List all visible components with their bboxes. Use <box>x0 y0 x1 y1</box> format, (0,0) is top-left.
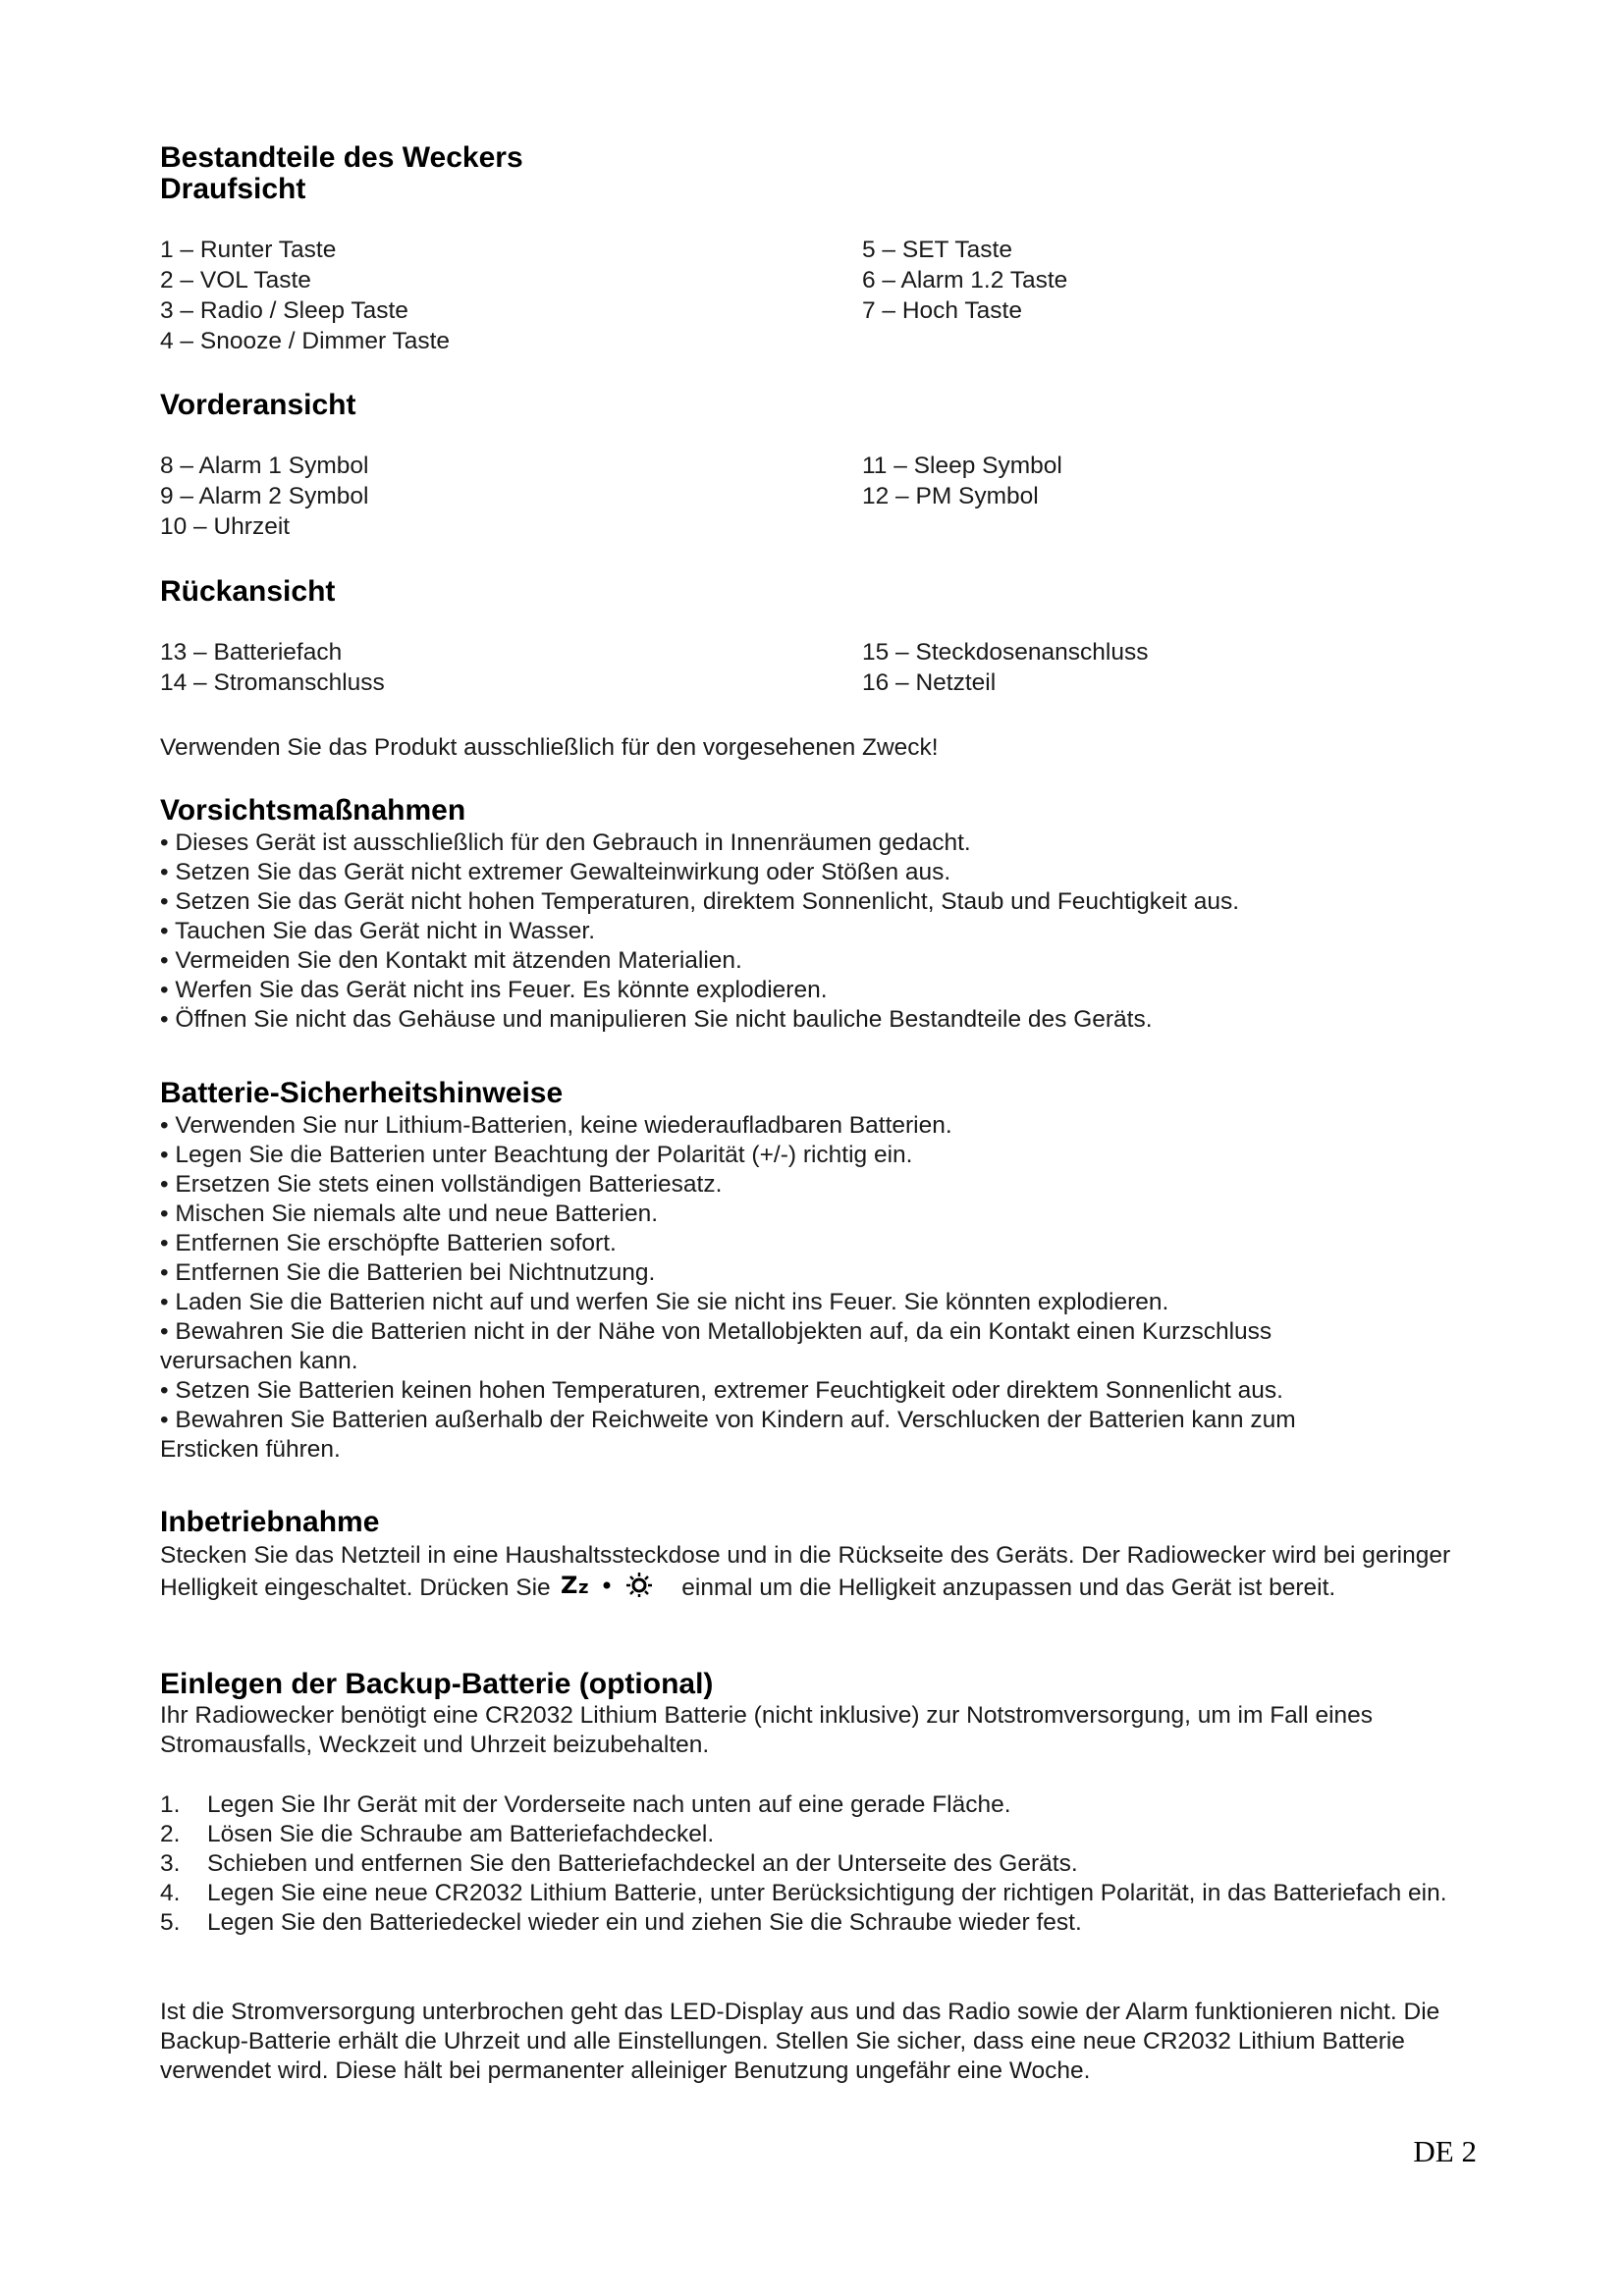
list-item: • Verwenden Sie nur Lithium-Batterien, keine wiederaufladbaren Batterien. <box>160 1112 952 1139</box>
list-item: 11 – Sleep Symbol <box>862 453 1062 479</box>
list-item: 3 – Radio / Sleep Taste <box>160 297 408 324</box>
svg-text:z: z <box>578 1577 589 1597</box>
backup-battery-intro: Ihr Radiowecker benötigt eine CR2032 Lithium Batterie (nicht inklusive) zur Notstromversorgung, um im Fall eines Stromausfalls, Weckzeit und Uhrzeit beizubehalten. <box>160 1702 1374 1758</box>
list-item: 4 – Snooze / Dimmer Taste <box>160 328 451 354</box>
list-item: 13 – Batteriefach <box>160 639 343 666</box>
heading-startup: Inbetriebnahme <box>160 1506 380 1538</box>
list-item: • Tauchen Sie das Gerät nicht in Wasser. <box>160 918 595 944</box>
battery-safety-list <box>160 1111 1378 1465</box>
list-item: • Setzen Sie Batterien keinen hohen Temperaturen, extremer Feuchtigkeit oder direktem Sonnenlicht aus. <box>160 1377 1283 1404</box>
list-item: 16 – Netzteil <box>862 669 997 696</box>
svg-text:Z: Z <box>561 1572 578 1597</box>
list-item: • Laden Sie die Batterien nicht auf und werfen Sie sie nicht ins Feuer. Sie könnten explodieren. <box>160 1289 1169 1315</box>
list-item: 3. Schieben und entfernen Sie den Batteriefachdeckel an der Unterseite des Geräts. <box>160 1850 1078 1877</box>
list-item: • Dieses Gerät ist ausschließlich für den Gebrauch in Innenräumen gedacht. <box>160 829 971 856</box>
list-item: 7 – Hoch Taste <box>862 297 1022 324</box>
startup-text-before: Stecken Sie das Netzteil in eine Haushaltssteckdose und in die Rückseite des Geräts. Der Radiowecker wird bei geringer Helligkeit eingeschaltet. Drücken Sie <box>160 1542 1451 1601</box>
list-item: 8 – Alarm 1 Symbol <box>160 453 369 479</box>
list-item: 6 – Alarm 1.2 Taste <box>862 267 1068 294</box>
backup-battery-outro: Ist die Stromversorgung unterbrochen geht das LED-Display aus und das Radio sowie der Alarm funktionieren nicht. Die Backup-Batterie erhält die Uhrzeit und alle Einstellungen. Stellen Sie sicher, dass eine neue CR2032 Lithium Batterie verwendet wird. Diese hält bei permanenter alleiniger Benutzung ungefähr eine Woche. <box>160 1999 1440 2084</box>
page-number: DE 2 <box>1413 2134 1477 2168</box>
list-item: 1. Legen Sie Ihr Gerät mit der Vorderseite nach unten auf eine gerade Fläche. <box>160 1791 1011 1818</box>
precautions-list <box>160 828 1495 1035</box>
heading-precautions: Vorsichtsmaßnahmen <box>160 794 466 827</box>
zz-dimmer-icon <box>561 1572 671 1606</box>
list-item: 5 – SET Taste <box>862 237 1012 263</box>
list-item: • Setzen Sie das Gerät nicht hohen Temperaturen, direktem Sonnenlicht, Staub und Feuchtigkeit aus. <box>160 888 1240 915</box>
list-item: 4. Legen Sie eine neue CR2032 Lithium Batterie, unter Berücksichtigung der richtigen Polarität, in das Batteriefach ein. <box>160 1880 1447 1906</box>
startup-text-after: einmal um die Helligkeit anzupassen und das Gerät ist bereit. <box>681 1574 1336 1601</box>
heading-rear-view: Rückansicht <box>160 575 336 608</box>
list-item: • Entfernen Sie die Batterien bei Nichtnutzung. <box>160 1259 656 1286</box>
backup-battery-steps <box>160 1790 1495 1938</box>
heading-front-view: Vorderansicht <box>160 389 356 421</box>
list-item: • Vermeiden Sie den Kontakt mit ätzenden Materialien. <box>160 947 742 974</box>
heading-top-view: Draufsicht <box>160 173 306 205</box>
heading-backup-battery: Einlegen der Backup-Batterie (optional) <box>160 1668 714 1700</box>
list-item: • Setzen Sie das Gerät nicht extremer Gewalteinwirkung oder Stößen aus. <box>160 859 951 885</box>
list-item: • Werfen Sie das Gerät nicht ins Feuer. Es könnte explodieren. <box>160 977 828 1003</box>
list-item: 14 – Stromanschluss <box>160 669 385 696</box>
list-item: 15 – Steckdosenanschluss <box>862 639 1149 666</box>
list-item: • Öffnen Sie nicht das Gehäuse und manipulieren Sie nicht bauliche Bestandteile des Geräts. <box>160 1006 1153 1033</box>
heading-battery-safety: Batterie-Sicherheitshinweise <box>160 1077 564 1109</box>
list-item: 1 – Runter Taste <box>160 237 337 263</box>
list-item: • Legen Sie die Batterien unter Beachtung der Polarität (+/-) richtig ein. <box>160 1142 913 1168</box>
list-item: • Ersetzen Sie stets einen vollständigen Batteriesatz. <box>160 1171 723 1198</box>
list-item: • Bewahren Sie Batterien außerhalb der Reichweite von Kindern auf. Verschlucken der Batterien kann zum Ersticken führen. <box>160 1407 1296 1463</box>
list-item: 9 – Alarm 2 Symbol <box>160 483 369 509</box>
list-item: 2. Lösen Sie die Schraube am Batteriefachdeckel. <box>160 1821 715 1847</box>
list-item: • Entfernen Sie erschöpfte Batterien sofort. <box>160 1230 617 1256</box>
list-item: • Mischen Sie niemals alte und neue Batterien. <box>160 1201 659 1227</box>
heading-components: Bestandteile des Weckers <box>160 141 523 174</box>
list-item: 2 – VOL Taste <box>160 267 311 294</box>
startup-text <box>160 1540 1476 1606</box>
intended-use-note: Verwenden Sie das Produkt ausschließlich für den vorgesehenen Zweck! <box>160 734 939 761</box>
list-item: 12 – PM Symbol <box>862 483 1039 509</box>
list-item: 5. Legen Sie den Batteriedeckel wieder ein und ziehen Sie die Schraube wieder fest. <box>160 1909 1082 1936</box>
list-item: 10 – Uhrzeit <box>160 513 291 540</box>
list-item: • Bewahren Sie die Batterien nicht in der Nähe von Metallobjekten auf, da ein Kontakt einen Kurzschluss verursachen kann. <box>160 1318 1272 1374</box>
